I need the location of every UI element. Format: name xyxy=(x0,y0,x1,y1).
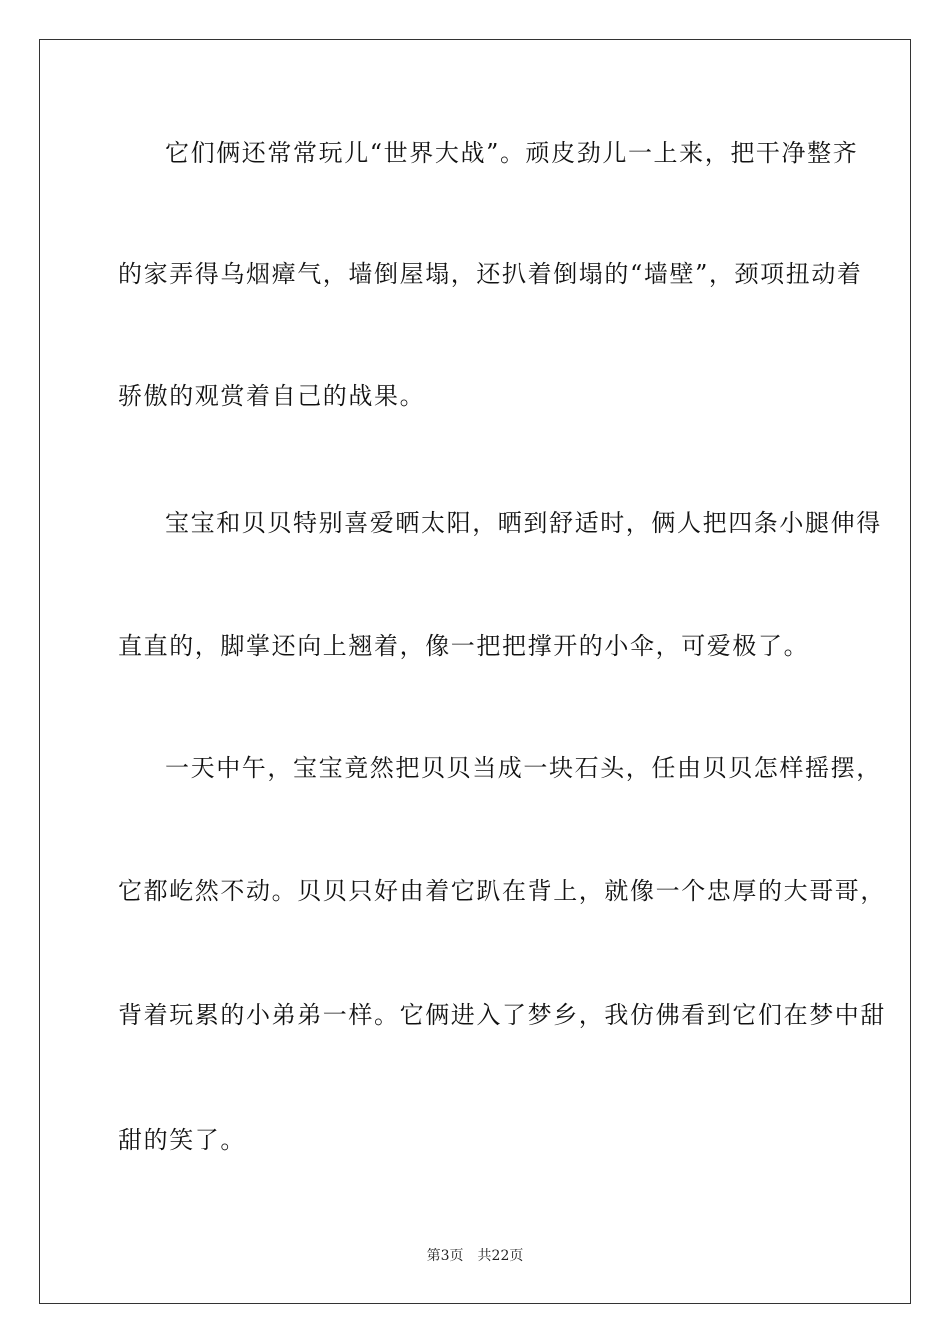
page-footer xyxy=(0,1247,950,1265)
paragraph-1-line-2: 的家弄得乌烟瘴气，墙倒屋塌，还扒着倒塌的“墙壁”，颈项扭动着 xyxy=(118,260,863,288)
paragraph-2-line-1: 宝宝和贝贝特别喜爱晒太阳，晒到舒适时，俩人把四条小腿伸得 xyxy=(165,509,882,537)
page-total: 共22页 xyxy=(477,1248,524,1264)
paragraph-3-line-2: 它都屹然不动。贝贝只好由着它趴在背上，就像一个忠厚的大哥哥， xyxy=(118,877,886,905)
paragraph-3-line-3: 背着玩累的小弟弟一样。它俩进入了梦乡，我仿佛看到它们在梦中甜 xyxy=(118,1001,886,1029)
paragraph-3-line-1: 一天中午，宝宝竟然把贝贝当成一块石头，任由贝贝怎样摇摆， xyxy=(165,754,882,782)
paragraph-1-line-3: 骄傲的观赏着自己的战果。 xyxy=(118,382,426,410)
page-number: 第3页 xyxy=(426,1248,464,1264)
paragraph-2-line-2: 直直的，脚掌还向上翘着，像一把把撑开的小伞，可爱极了。 xyxy=(118,632,810,660)
paragraph-1-line-1: 它们俩还常常玩儿“世界大战”。顽皮劲儿一上来，把干净整齐 xyxy=(165,139,859,167)
paragraph-3-line-4: 甜的笑了。 xyxy=(118,1126,246,1154)
page-border xyxy=(39,39,911,1304)
